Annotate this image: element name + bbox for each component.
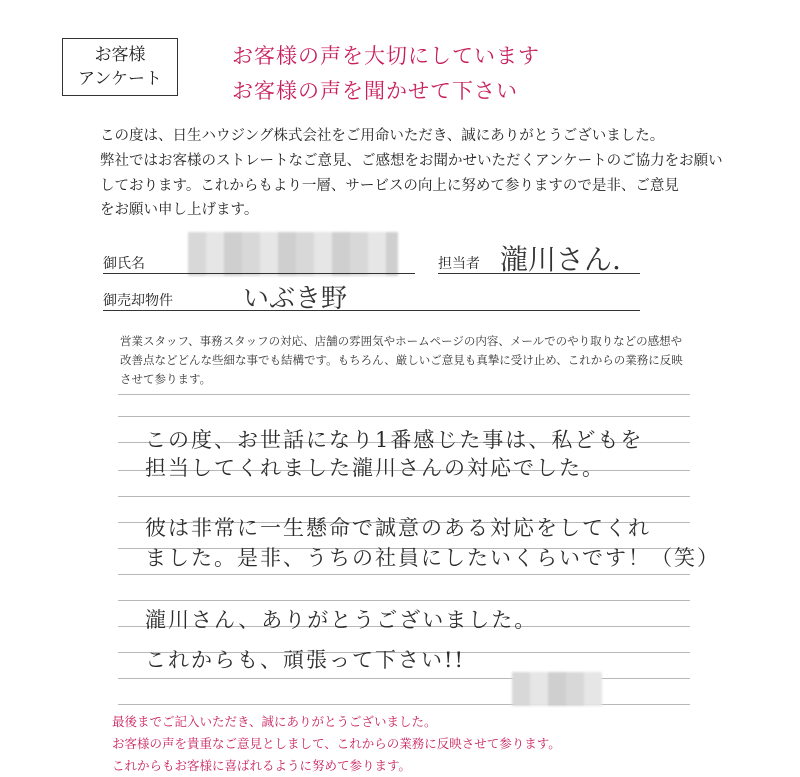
ruled-line <box>118 496 690 497</box>
headline-line-2: お客様の声を聞かせて下さい <box>232 79 518 103</box>
property-value: いぶき野 <box>243 284 348 314</box>
intro-line: 弊社ではお客様のストレートなご意見、ご感想をお聞かせいただくアンケートのご協力をお願い <box>100 152 723 169</box>
staff-label: 担当者 <box>438 256 480 272</box>
message-line: 担当してくれました瀧川さんの対応でした。 <box>145 456 605 480</box>
ruled-line <box>118 704 690 705</box>
message-line: この度、お世話になり1番感じた事は、私どもを <box>145 428 644 452</box>
intro-line: しております。これからもより一層、サービスの向上に努めて参りますので是非、ご意見 <box>100 177 679 194</box>
name-underline <box>103 273 415 274</box>
closing-line: 最後までご記入いただき、誠にありがとうございました。 <box>112 714 437 729</box>
closing-line: これからもお客様に喜ばれるように努めて参ります。 <box>112 758 412 773</box>
headline-line-1: お客様の声を大切にしています <box>232 44 540 68</box>
intro-line: この度は、日生ハウジング株式会社をご用命いただき、誠にありがとうございました。 <box>100 128 665 144</box>
ruled-line <box>118 678 690 679</box>
signature-redaction <box>512 672 602 706</box>
instruction-line: 改善点などどんな些細な事でも結構です。もちろん、厳しいご意見も真摯に受け止め、これからの業務に反映 <box>120 353 683 367</box>
staff-underline <box>438 273 640 274</box>
ruled-line <box>118 574 690 575</box>
staff-value: 瀧川さん. <box>500 243 621 276</box>
badge-line-1: お客様 <box>94 45 146 65</box>
property-underline <box>103 310 640 311</box>
ruled-line <box>118 416 690 417</box>
intro-paragraph <box>100 124 740 223</box>
message-line: ました。是非、うちの社員にしたいくらいです！（笑） <box>145 546 720 570</box>
intro-line: をお願い申し上げます。 <box>100 202 259 219</box>
name-redaction <box>188 232 398 276</box>
instruction-line: させて参ります。 <box>120 372 212 386</box>
instruction-line: 営業スタッフ、事務スタッフの対応、店舗の雰囲気やホームページの内容、メールでのやり取りなどの感想や <box>120 334 683 348</box>
message-line: これからも、頑張って下さい!! <box>145 648 465 672</box>
survey-badge <box>62 38 178 96</box>
ruled-line <box>118 600 690 601</box>
name-label: 御氏名 <box>103 256 145 272</box>
closing-line: お客様の声を貴重なご意見としまして、これからの業務に反映させて参ります。 <box>112 736 561 751</box>
badge-line-2: アンケート <box>78 69 162 89</box>
instructions <box>120 332 700 389</box>
ruled-line <box>118 394 690 395</box>
message-line: 彼は非常に一生懸命で誠意のある対応をしてくれ <box>145 516 651 540</box>
message-line: 瀧川さん、ありがとうございました。 <box>145 608 538 632</box>
property-label: 御売却物件 <box>103 293 173 309</box>
